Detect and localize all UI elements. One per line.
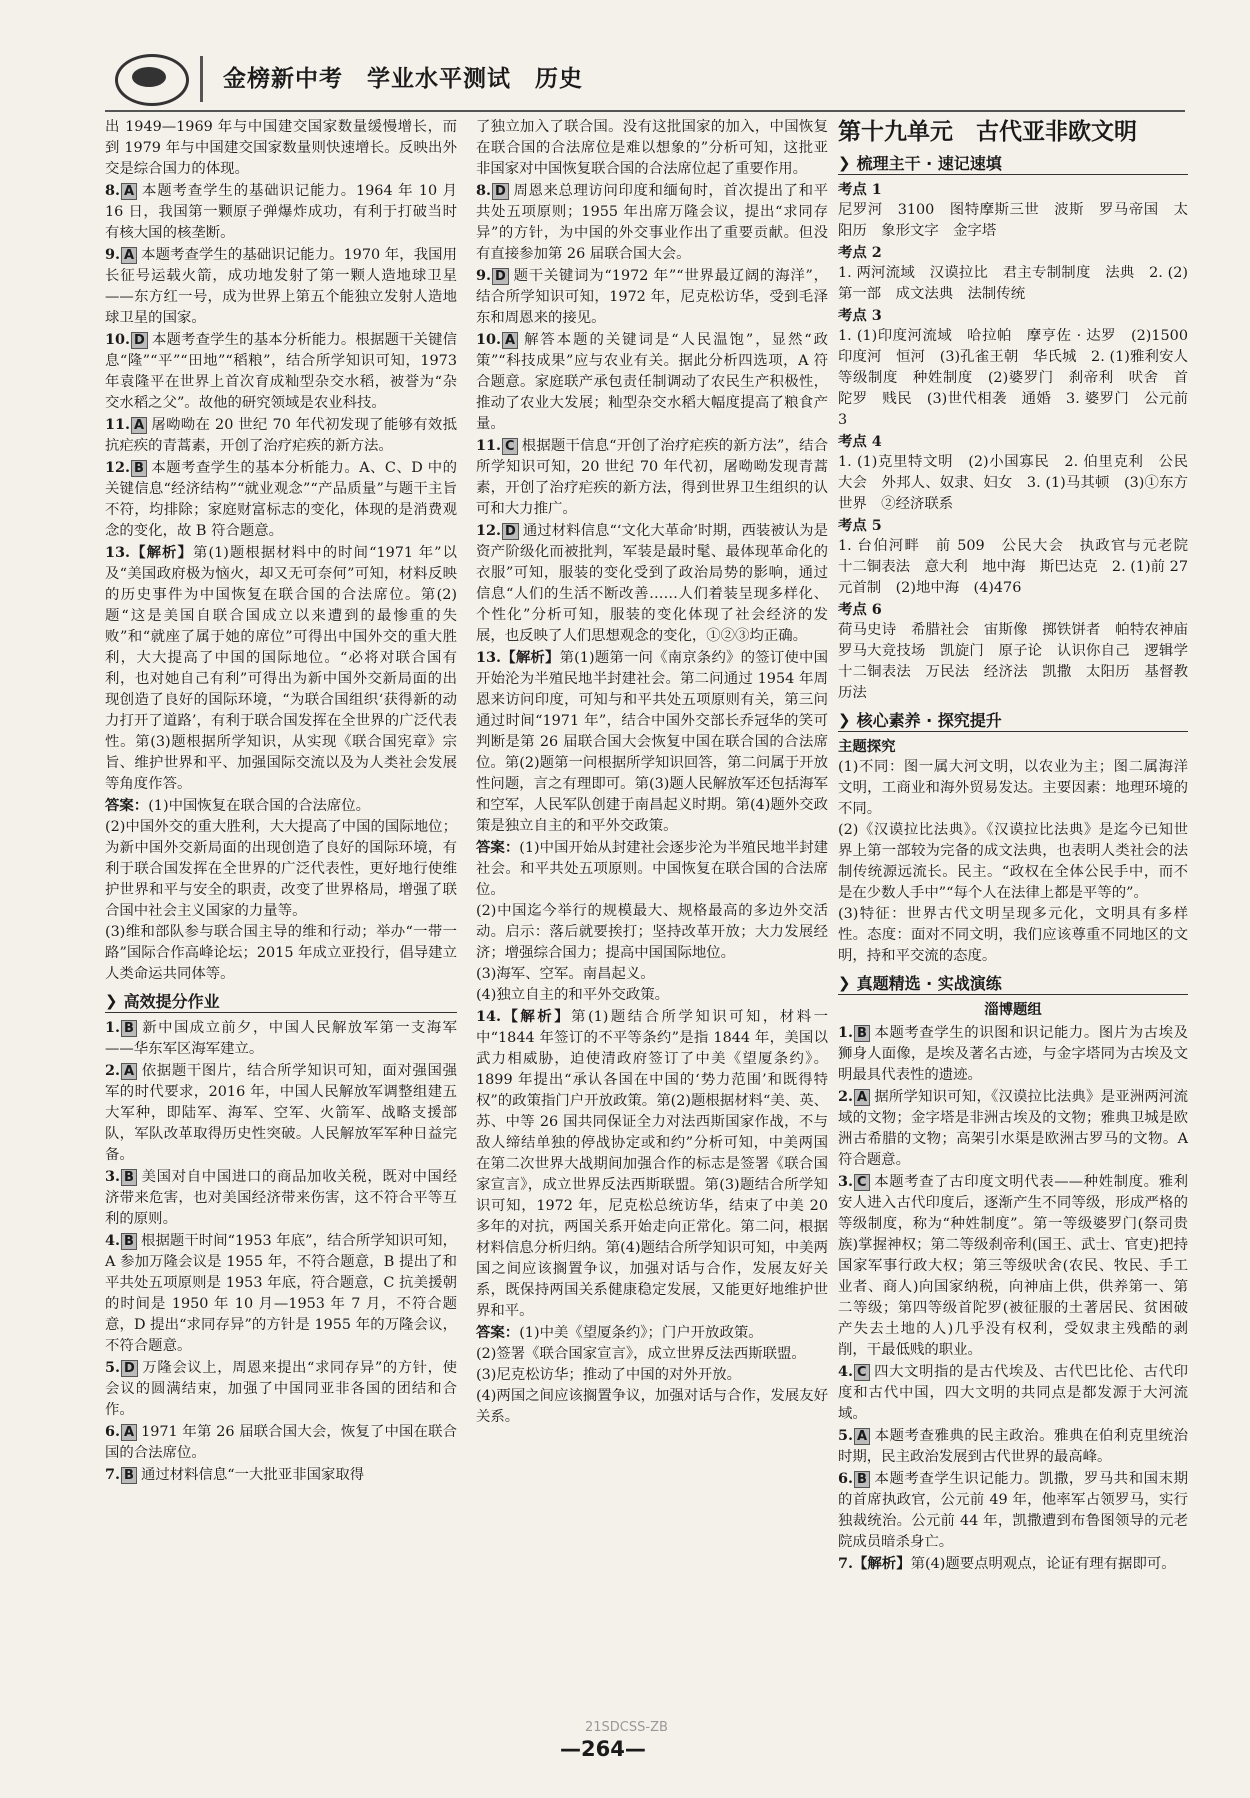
analysis-item: 13.【解析】第(1)题第一问《南京条约》的签订使中国开始沦为半殖民地半封建社会。第二问通过 1954 年周恩来访问印度，可知与和平共处五项原则有关，第三问通过时间“1971 年”，结合中国外交部长乔冠华的笑可判断是第 26 届联合国大会恢复中国在联合国的合法席位。第(2)题第一问根据所学知识回答，第二问属于开放性问题，言之有理即可。第(3)题人民解放军还包括海军和空军，人民军队创建于南昌起义时期。第(4)题外交政策是独立自主的和平外交政策。 [476, 649, 828, 834]
answer-item: 2. A 据所学知识可知，《汉谟拉比法典》是亚洲两河流域的文物；金字塔是非洲古埃及的文物；雅典卫城是欧洲古希腊的文物；高架引水渠是欧洲古罗马的文物。A 符合题意。 [838, 1088, 1188, 1168]
point-label: 考点 6 [838, 601, 882, 618]
point-label: 考点 3 [838, 307, 882, 324]
answer-item: 9. D 题干关键词为“1972 年”“世界最辽阔的海洋”，结合所学知识可知，1972 年，尼克松访华，受到毛泽东和周恩来的接见。 [476, 267, 828, 326]
answer-block: 答案：(1)中国恢复在联合国的合法席位。 [105, 797, 371, 814]
answer-badge: B [121, 1169, 137, 1186]
chevron-right-icon: ❯ [838, 711, 851, 729]
topic-title: 主题探究 [838, 738, 896, 755]
column-left [105, 117, 457, 1486]
answer-item: 12. B 本题考查学生的基本分析能力。A、C、D 中的关键信息“经济结构”“就业观念”“产品质量”与题干主旨不符，均排除；家庭财富标志的变化，体现的是消费观念的变化，故 B 符合题意。 [105, 459, 457, 539]
point-text: 尼罗河 3100 图特摩斯三世 波斯 罗马帝国 太阳历 象形文字 金字塔 [838, 202, 1188, 239]
publisher-logo-icon [115, 54, 189, 106]
answer-badge: B [121, 1233, 137, 1250]
answer-line: (4)独立自主的和平外交政策。 [476, 987, 670, 1003]
point-text: 1. (1)克里特文明 (2)小国寡民 2. 伯里克利 公民大会 外邦人、奴隶、妇女 3. (1)马其顿 (3)①东方世界 ②经济联系 [838, 454, 1188, 512]
answer-badge: A [854, 1428, 870, 1445]
answer-block: 答案：(1)中美《望厦条约》；门户开放政策。 [476, 1324, 763, 1341]
section-heading: ❯ 核心素养 · 探究提升 [838, 710, 1188, 732]
answer-line: (3)尼克松访华；推动了中国的对外开放。 [476, 1367, 742, 1383]
answer-badge: A [131, 417, 147, 434]
chevron-right-icon: ❯ [838, 154, 851, 172]
section-heading: ❯ 高效提分作业 [105, 991, 457, 1013]
analysis-item: 13.【解析】第(1)题根据材料中的时间“1971 年”以及“美国政府极为恼火，却又无可奈何”可知，材料反映的历史事件为中国恢复在联合国的合法席位。第(2)题“这是美国自联合国成立以来遭到的最惨重的失败”和“就座了属于她的席位”可得出中国外交的重大胜利，大大提高了中国的国际地位。“必将对联合国有利，也对她自己有利”可得出为新中国外交新局面的出现创造了良好的国际环境，“为联合国组织‘获得新的动力打开了道路’，有利于联合国发挥在全世界的广泛代表性。第(3)题根据所学知识，从实现《联合国宪章》宗旨、维护世界和平、加强国际交流以及为人类社会发展等角度作答。 [105, 544, 458, 792]
column-middle [476, 117, 828, 1428]
chevron-right-icon: ❯ [105, 992, 118, 1010]
answer-item: 2. A 依据题干图片，结合所学知识可知，面对强国强军的时代要求，2016 年，中国人民解放军调整组建五大军种，即陆军、海军、空军、火箭军、战略支援部队，军队改革取得历史性突破。人民解放军军种日益完备。 [105, 1062, 457, 1163]
answer-item: 10. D 本题考查学生的基本分析能力。根据题干关键信息“隆”“平”“田地”“稻粮”，结合所学知识可知，1973 年袁隆平在世界上首次育成籼型杂交水稻，被誉为“杂交水稻之父”。故他的研究领域是农业科技。 [105, 331, 457, 411]
continued-text: 出 1949—1969 年与中国建交国家数量缓慢增长，而到 1979 年与中国建交国家数量则快速增长。反映出外交是综合国力的体现。 [105, 119, 457, 177]
answer-item: 7. B 通过材料信息“一大批亚非国家取得 [105, 1466, 365, 1483]
answer-line: (2)中国迄今举行的规模最大、规格最高的多边外交活动。启示：落后就要挨打；坚持改革开放；大力发展经济；增强综合国力；提高中国国际地位。 [476, 903, 828, 961]
answer-line: (3)海军、空军。南昌起义。 [476, 966, 655, 982]
section-heading: ❯ 真题精选 · 实战演练 [838, 973, 1188, 995]
answer-badge: B [121, 1467, 137, 1484]
answer-badge: B [854, 1025, 870, 1042]
answer-item: 8. D 周恩来总理访问印度和缅甸时，首次提出了和平共处五项原则；1955 年出席万隆会议，提出“求同存异”的方针，为中国的外交事业作出了重要贡献。但没有直接参加第 26 届联合国大会。 [476, 182, 828, 262]
answer-badge: D [492, 268, 509, 285]
answer-badge: B [854, 1471, 870, 1488]
answer-badge: C [854, 1364, 870, 1381]
page-header [105, 50, 1185, 112]
answer-item: 3. B 美国对自中国进口的商品加收关税，既对中国经济带来危害，也对美国经济带来伤害，这不符合平等互利的原则。 [105, 1168, 457, 1227]
answer-badge: A [502, 332, 518, 349]
answer-badge: A [121, 1063, 137, 1080]
answer-item: 4. B 根据题干时间“1953 年底”，结合所学知识可知，A 参加万隆会议是 1955 年，不符合题意，B 提出了和平共处五项原则是 1953 年底，符合题意，C 抗美援朝的时间是 1950 年 10 月—1953 年 7 月，不符合题意，D 提出“求同存异”的方针是 1955 年的万隆会议，不符合题意。 [105, 1232, 457, 1354]
answer-item: 6. B 本题考查学生识记能力。凯撒，罗马共和国末期的首席执政官，公元前 49 年，他率军占领罗马，实行独裁统治。公元前 44 年，凯撒遭到布鲁图领导的元老院成员暗杀身亡。 [838, 1470, 1188, 1550]
point-label: 考点 2 [838, 244, 882, 261]
answer-item: 10. A 解答本题的关键词是“人民温饱”，显然“政策”“科技成果”应与农业有关。据此分析四选项，A 符合题意。家庭联产承包责任制调动了农民生产积极性，推动了农业大发展；籼型杂交水稻大幅度提高了粮食产量。 [476, 331, 828, 432]
answer-line: (2)签署《联合国家宣言》，成立世界反法西斯联盟。 [476, 1346, 806, 1362]
topic-line: (3)特征：世界古代文明呈现多元化，文明具有多样性。态度：面对不同文明，我们应该尊重不同地区的文明，持和平交流的态度。 [838, 906, 1188, 964]
answer-item: 1. B 本题考查学生的识图和识记能力。图片为古埃及狮身人面像，是埃及著名古迹，与金字塔同为古埃及文明最具代表性的遗迹。 [838, 1024, 1188, 1083]
header-divider [200, 56, 203, 102]
answer-badge: C [502, 438, 518, 455]
point-text: 1. 两河流域 汉谟拉比 君主专制制度 法典 2. (2)第一部 成文法典 法制传统 [838, 265, 1188, 302]
continued-text: 了独立加入了联合国。没有这批国家的加入，中国恢复在联合国的合法席位是难以想象的”分析可知，这批亚非国家对中国恢复联合国的合法席位起了重要作用。 [476, 119, 828, 177]
point-text: 1. 台伯河畔 前 509 公民大会 执政官与元老院 十二铜表法 意大利 地中海 斯巴达克 2. (1)前 27 元首制 (2)地中海 (4)476 [838, 538, 1203, 596]
analysis-item: 14.【解析】第(1)题结合所学知识可知，材料一中“1844 年签订的不平等条约”是指 1844 年，美国以武力相威胁，迫使清政府签订了中美《望厦条约》。1899 年提出“承认各国在中国的‘势力范围’和既得特权”的政策指门户开放政策。第(2)题根据材料“美、英、苏、中等 26 国共同保证全力对法西斯国家作战，不与敌人缔结单独的停战协定或和约”分析可知，中美两国在第二次世界大战期间加强合作的标志是签署《联合国家宣言》，成立世界反法西斯联盟。第(3)题结合所学知识可知，1972 年，尼克松总统访华，结束了中美 20 多年的对抗，两国关系开始走向正常化。第二问，根据材料信息分析归纳。第(4)题结合所学知识可知，中美两国之间应该搁置争议，加强对话与合作，发展友好关系，既保持两国关系健康稳定发展，又能更好地维护世界和平。 [476, 1008, 828, 1319]
chevron-right-icon: ❯ [838, 974, 851, 992]
answer-line: (3)维和部队参与联合国主导的维和行动；举办“一带一路”国际合作高峰论坛；2015 年成立亚投行，倡导建立人类命运共同体等。 [105, 924, 457, 982]
answer-badge: C [854, 1174, 870, 1191]
topic-line: (2)《汉谟拉比法典》。《汉谟拉比法典》是迄今已知世界上第一部较为完备的成文法典，也表明人类社会的法制传统源远流长。民主。“政权在全体公民手中，而不是在少数人手中”“每个人在法律上都是平等的”。 [838, 822, 1188, 901]
answer-badge: D [131, 332, 148, 349]
header-title: 金榜新中考 学业水平测试 历史 [223, 66, 583, 92]
section-heading: ❯ 梳理主干 · 速记速填 [838, 153, 1188, 175]
answer-item: 5. D 万隆会议上，周恩来提出“求同存异”的方针，使会议的圆满结束，加强了中国同亚非各国的团结和合作。 [105, 1359, 457, 1418]
answer-badge: A [121, 1424, 137, 1441]
answer-badge: D [502, 523, 519, 540]
point-text: 荷马史诗 希腊社会 宙斯像 掷铁饼者 帕特农神庙 罗马大竞技场 凯旋门 原子论 认识你自己 逻辑学 十二铜表法 万民法 经济法 凯撒 太阳历 基督教历法 [838, 622, 1203, 701]
unit-title: 第十九单元 古代亚非欧文明 [838, 119, 1137, 145]
answer-badge: A [854, 1089, 870, 1106]
answer-badge: D [492, 183, 509, 200]
topic-line: (1)不同：图一属大河文明，以农业为主；图二属海洋文明，工商业和海外贸易发达。主要因素：地理环境的不同。 [838, 759, 1188, 817]
answer-item: 8. A 本题考查学生的基础识记能力。1964 年 10 月 16 日，我国第一颗原子弹爆炸成功，有利于打破当时有核大国的核垄断。 [105, 182, 457, 241]
answer-item: 9. A 本题考查学生的基础识记能力。1970 年，我国用长征号运载火箭，成功地发射了第一颗人造地球卫星——东方红一号，成为世界上第五个能独立发射人造地球卫星的国家。 [105, 246, 457, 326]
answer-badge: A [121, 247, 137, 264]
answer-badge: B [131, 460, 147, 477]
answer-item: 12. D 通过材料信息“‘文化大革命’时期，西装被认为是资产阶级化而被批判，军装是最时髦、最体现革命化的衣服”可知，服装的变化受到了政治局势的影响，通过信息“人们的生活不断改善……人们着装呈现多样化、个性化”分析可知，服装的变化体现了社会经济的发展，也反映了人们思想观念的变化，①②③均正确。 [476, 522, 828, 644]
point-label: 考点 4 [838, 433, 882, 450]
point-text: 1. (1)印度河流域 哈拉帕 摩亨佐 · 达罗 (2)1500 印度河 恒河 (3)孔雀王朝 华氏城 2. (1)雅利安人 等级制度 种姓制度 (2)婆罗门 刹帝利 吠舍 首陀罗 贱民 (3)世代相袭 通婚 3. 婆罗门 公元前 3 [838, 328, 1203, 428]
analysis-item: 7.【解析】第(4)题要点明观点，论证有理有据即可。 [838, 1555, 1176, 1572]
answer-item: 4. C 四大文明指的是古代埃及、古代巴比伦、古代印度和古代中国，四大文明的共同点是都发源于大河流域。 [838, 1363, 1188, 1422]
answer-item: 1. B 新中国成立前夕，中国人民解放军第一支海军——华东军区海军建立。 [105, 1019, 457, 1057]
answer-line: (4)两国之间应该搁置争议，加强对话与合作，发展友好关系。 [476, 1388, 828, 1425]
answer-item: 5. A 本题考查雅典的民主政治。雅典在伯利克里统治时期，民主政治发展到古代世界的最高峰。 [838, 1427, 1188, 1465]
answer-item: 3. C 本题考查了古印度文明代表——种姓制度。雅利安人进入古代印度后，逐渐产生不同等级，形成严格的等级制度，称为“种姓制度”。第一等级婆罗门(祭司贵族)掌握神权；第二等级刹帝利(国王、武士、官吏)把持国家军事行政大权；第三等级吠舍(农民、牧民、手工业者、商人)向国家纳税，向神庙上供，供养第一、第二等级；第四等级首陀罗(被征服的土著居民、贫困破产失去土地的人)几乎没有权利，受奴隶主残酷的剥削，干最低贱的职业。 [838, 1173, 1188, 1358]
answer-badge: A [121, 183, 137, 200]
answer-item: 11. C 根据题干信息“开创了治疗疟疾的新方法”，结合所学知识可知，20 世纪 70 年代初，屠呦呦发现青蒿素，开创了治疗疟疾的新方法，得到世界卫生组织的认可和大力推广。 [476, 437, 828, 517]
answer-badge: D [121, 1360, 138, 1377]
group-title: 淄博题组 [984, 1001, 1042, 1018]
column-right [838, 117, 1203, 1575]
answer-item: 11. A 屠呦呦在 20 世纪 70 年代初发现了能够有效抵抗疟疾的青蒿素，开创了治疗疟疾的新方法。 [105, 416, 457, 454]
page-number: —264— [560, 1737, 646, 1761]
answer-item: 6. A 1971 年第 26 届联合国大会，恢复了中国在联合国的合法席位。 [105, 1423, 457, 1461]
point-label: 考点 1 [838, 181, 882, 198]
point-label: 考点 5 [838, 517, 882, 534]
answer-badge: B [121, 1020, 137, 1037]
answer-block: 答案：(1)中国开始从封建社会逐步沦为半殖民地半封建社会。和平共处五项原则。中国恢复在联合国的合法席位。 [476, 839, 828, 898]
footer-code: 21SDCSS-ZB [585, 1720, 668, 1735]
answer-line: (2)中国外交的重大胜利，大大提高了中国的国际地位；为新中国外交新局面的出现创造了良好的国际环境，有利于联合国发挥在全世界的广泛代表性，更好地行使维护世界和平与安全的职责，改变了世界格局，增强了联合国中社会主义国家的力量等。 [105, 819, 457, 919]
